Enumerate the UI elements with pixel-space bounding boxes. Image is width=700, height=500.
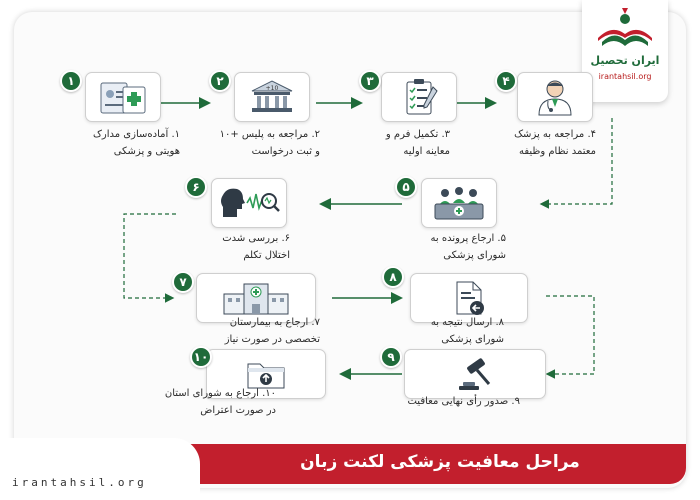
step-9-label: ۹. صدور رأی نهایی معافیت bbox=[407, 396, 520, 407]
gavel-icon bbox=[455, 354, 495, 394]
step-3-card bbox=[381, 72, 457, 122]
step-7-number: ۷ bbox=[172, 271, 194, 293]
footer-corner bbox=[0, 438, 200, 500]
step-2-card bbox=[234, 72, 310, 122]
step-10-number: ۱۰ bbox=[190, 346, 212, 368]
send-document-icon bbox=[449, 278, 489, 318]
clipboard-icon bbox=[393, 77, 445, 117]
step-6-label: ۶. بررسی شدت اختلال تکلم bbox=[222, 233, 290, 261]
step-2-number: ۲ bbox=[209, 70, 231, 92]
svg-text:+10: +10 bbox=[265, 85, 279, 92]
step-9-number: ۹ bbox=[380, 346, 402, 368]
police-building-icon bbox=[246, 77, 298, 117]
step-1-label: ۱. آماده‌سازی مدارک هویتی و پزشکی bbox=[92, 129, 180, 157]
step-9-card bbox=[404, 349, 546, 399]
step-6-number: ۶ bbox=[185, 176, 207, 198]
step-5-label: ۵. ارجاع پرونده به شورای پزشکی bbox=[430, 233, 506, 261]
step-1-number: ۱ bbox=[60, 70, 82, 92]
step-7-label: ۷. ارجاع به بیمارستان تخصصی در صورت نیاز bbox=[224, 317, 320, 345]
step-3-number: ۳ bbox=[359, 70, 381, 92]
documents-icon bbox=[97, 77, 149, 117]
council-icon bbox=[431, 183, 487, 223]
speech-analysis-icon bbox=[217, 183, 281, 223]
page-title: مراحل معافیت پزشکی لکنت زبان bbox=[300, 452, 580, 472]
step-8-label: ۸. ارسال نتیجه به شورای پزشکی bbox=[430, 317, 504, 345]
step-4-number: ۴ bbox=[495, 70, 517, 92]
step-10-label: ۱۰. ارجاع به شورای استان در صورت اعتراض bbox=[164, 388, 276, 416]
step-5-card bbox=[421, 178, 497, 228]
step-4-card bbox=[517, 72, 593, 122]
step-6-card bbox=[211, 178, 287, 228]
step-2-label: ۲. مراجعه به پلیس +۱۰ و ثبت درخواست bbox=[219, 129, 320, 157]
doctor-icon bbox=[529, 77, 581, 117]
step-8-number: ۸ bbox=[382, 266, 404, 288]
logo-title: ایران تحصیل bbox=[590, 54, 660, 67]
arrow-8-9 bbox=[546, 296, 594, 374]
step-1-card bbox=[85, 72, 161, 122]
footer-url: irantahsil.org bbox=[12, 476, 147, 489]
step-4-label: ۴. مراجعه به پزشک معتمد نظام وظیفه bbox=[514, 129, 596, 157]
logo-url: irantahsil.org bbox=[598, 72, 652, 81]
hospital-icon bbox=[216, 278, 296, 318]
step-3-label: ۳. تکمیل فرم و معاینه اولیه bbox=[385, 129, 450, 157]
step-5-number: ۵ bbox=[395, 176, 417, 198]
